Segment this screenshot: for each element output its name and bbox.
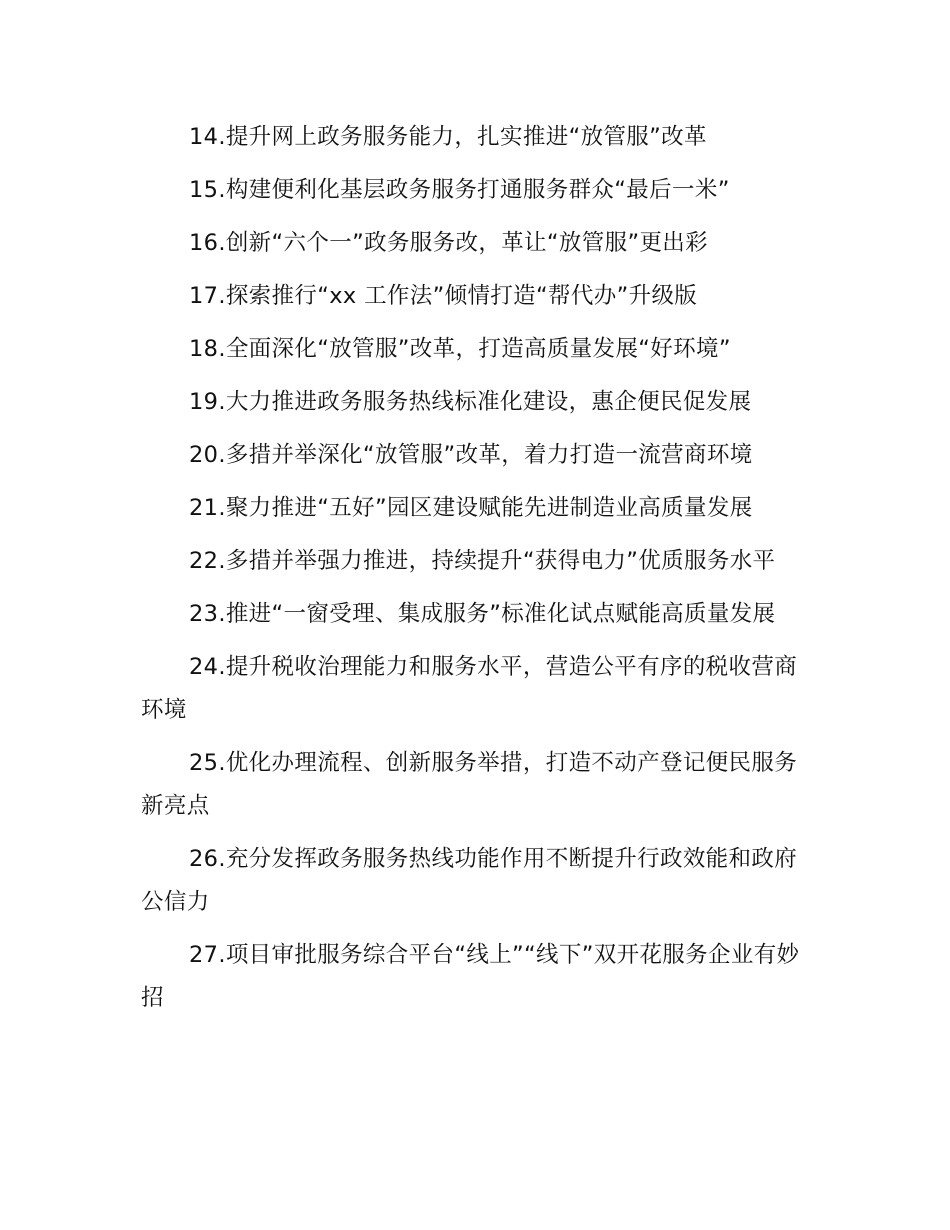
list-item: 14.提升网上政务服务能力，扎实推进“放管服”改革: [189, 124, 707, 150]
list-item: 26.充分发挥政务服务热线功能作用不断提升行政效能和政府公信力: [141, 846, 798, 915]
list-item: 25.优化办理流程、创新服务举措，打造不动产登记便民服务新亮点: [141, 750, 798, 819]
list-item: 21.聚力推进“五好”园区建设赋能先进制造业高质量发展: [189, 495, 753, 521]
list-item: 15.构建便利化基层政务服务打通服务群众“最后一米”: [189, 177, 730, 203]
list-item: 19.大力推进政务服务热线标准化建设，惠企便民促发展: [189, 389, 752, 415]
list-item: 24.提升税收治理能力和服务水平，营造公平有序的税收营商环境: [141, 654, 798, 723]
list-item: 18.全面深化“放管服”改革，打造高质量发展“好环境”: [189, 336, 731, 362]
list-item: 23.推进“一窗受理、集成服务”标准化试点赋能高质量发展: [189, 601, 776, 627]
list-item: 27.项目审批服务综合平台“线上”“线下”双开花服务企业有妙招: [141, 942, 800, 1011]
list-item: 22.多措并举强力推进，持续提升“获得电力”优质服务水平: [189, 548, 776, 574]
item-list: [141, 116, 809, 1020]
list-item: 17.探索推行“xx 工作法”倾情打造“帮代办”升级版: [189, 283, 698, 309]
list-item: 16.创新“六个一”政务服务改，革让“放管服”更出彩: [189, 230, 709, 256]
list-item: 20.多措并举深化“放管服”改革，着力打造一流营商环境: [189, 442, 753, 468]
